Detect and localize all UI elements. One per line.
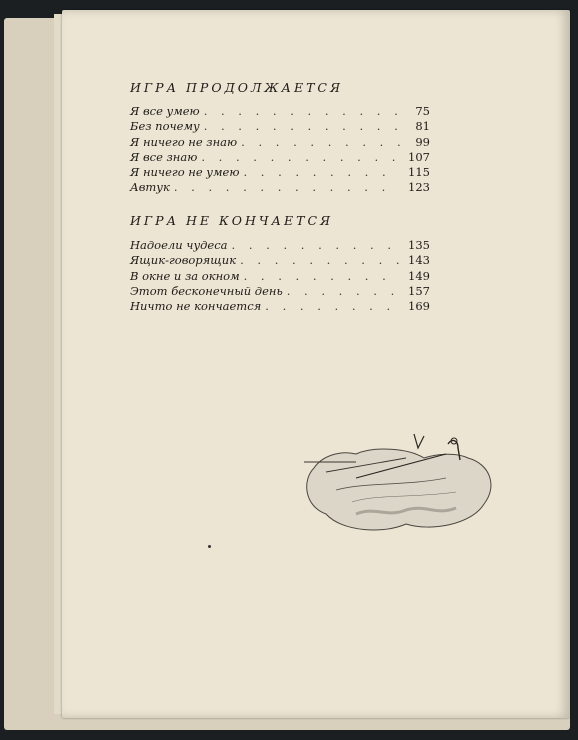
leader-dots [287, 284, 400, 298]
toc-entry-title: Автук [130, 180, 170, 195]
toc-entry-page: 99 [415, 134, 430, 149]
leader-dots [174, 180, 400, 194]
toc-entry-title: Ящик-говорящик [130, 253, 237, 268]
leader-dots [241, 135, 400, 149]
toc-entry-title: Без почему [130, 119, 200, 134]
toc-entry-title: Я ничего не умею [130, 165, 240, 180]
toc-entry[interactable] [130, 165, 430, 180]
toc-entry-title: Ничто не кончается [130, 299, 262, 314]
leader-dots [204, 119, 400, 133]
toc-entry-page: 135 [408, 238, 430, 252]
toc-entry-page: 157 [408, 283, 430, 298]
leader-dots [201, 150, 400, 164]
leader-dots [204, 104, 400, 118]
toc-entry-page: 149 [408, 268, 430, 283]
section-title: ИГРА ПРОДОЛЖАЕТСЯ [130, 80, 344, 95]
toc-entry-title: В окне и за окном [130, 268, 240, 283]
toc-entry-title: Я все знаю [130, 149, 198, 164]
leader-dots [244, 269, 400, 283]
toc-entry-page: 81 [415, 119, 430, 134]
toc-entry[interactable] [130, 150, 430, 165]
toc-entry-page: 143 [408, 253, 430, 268]
toc-entry-page: 123 [408, 180, 430, 195]
leader-dots [232, 238, 400, 252]
toc-entry[interactable] [130, 299, 430, 314]
toc-list [130, 238, 430, 314]
toc-entry[interactable] [130, 104, 430, 119]
leader-dots [265, 299, 400, 313]
cloud-with-figure-sketch-icon [296, 428, 496, 538]
ink-speck [208, 545, 211, 548]
toc-entry-title: Я все умею [130, 104, 200, 118]
toc-entry[interactable] [130, 180, 430, 195]
toc-entry-page: 107 [408, 149, 430, 164]
leader-dots [240, 253, 400, 267]
toc-entry[interactable] [130, 238, 430, 253]
toc-entry-title: Я ничего не знаю [130, 134, 238, 149]
toc-entry-title: Этот бесконечный день [130, 283, 283, 298]
toc-entry-title: Надоели чудеса [130, 238, 228, 252]
toc-entry-page: 75 [415, 104, 430, 118]
toc-entry-page: 115 [408, 165, 430, 180]
toc-entry[interactable] [130, 284, 430, 299]
toc-entry[interactable] [130, 269, 430, 284]
toc-entry[interactable] [130, 135, 430, 150]
toc-entry-page: 169 [408, 299, 430, 314]
leader-dots [243, 165, 400, 179]
toc-entry[interactable] [130, 119, 430, 134]
toc-entry[interactable] [130, 253, 430, 268]
section-title: ИГРА НЕ КОНЧАЕТСЯ [130, 213, 334, 228]
toc-list [130, 104, 430, 196]
